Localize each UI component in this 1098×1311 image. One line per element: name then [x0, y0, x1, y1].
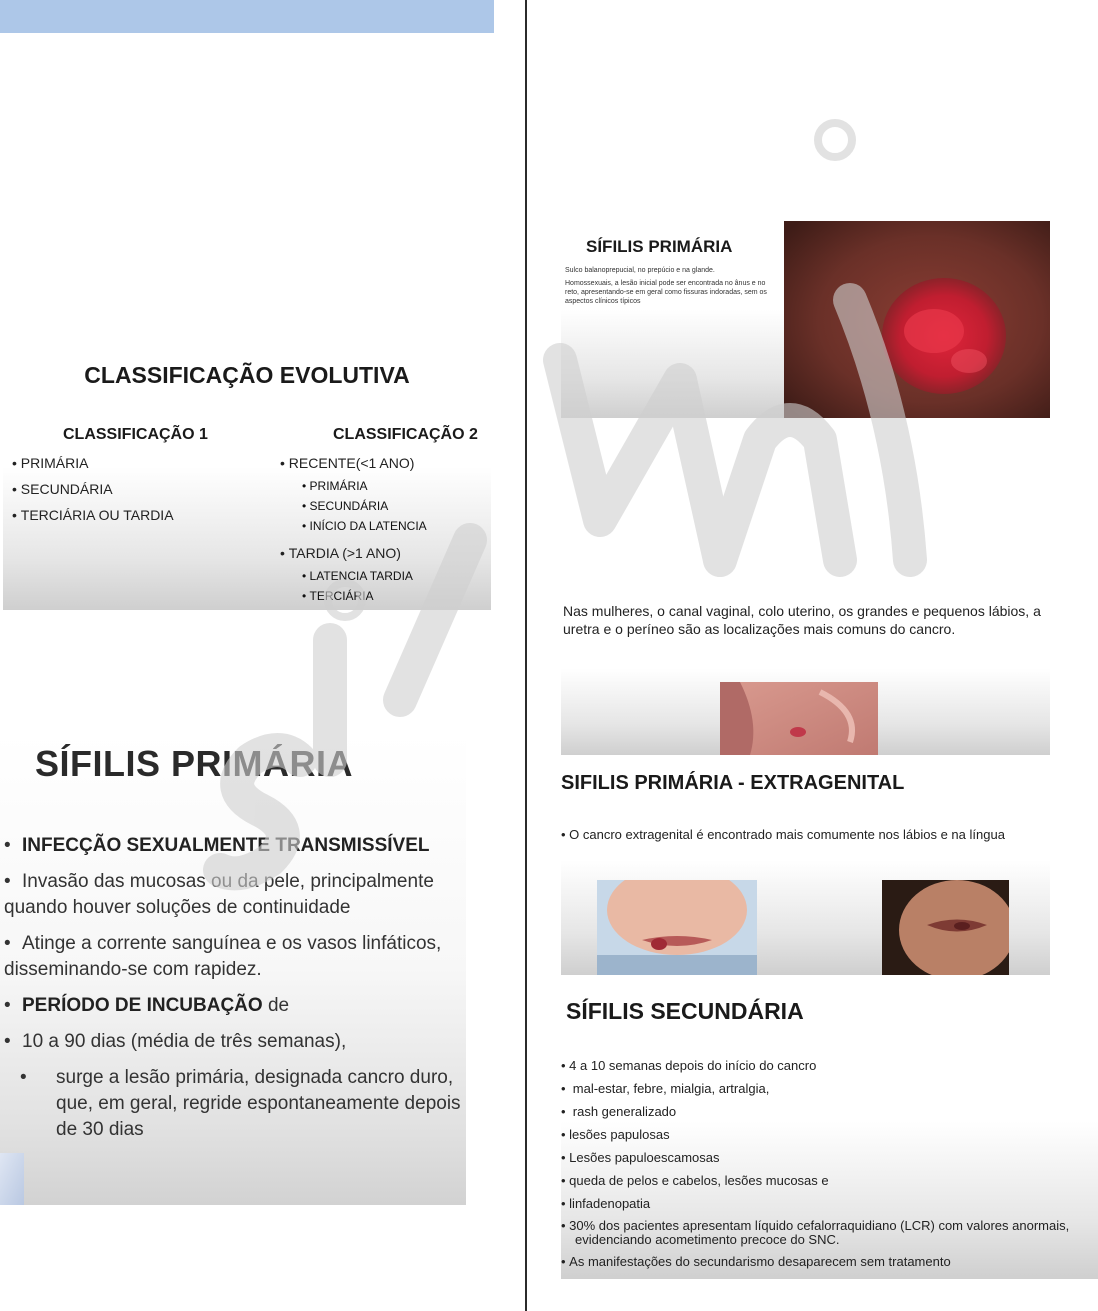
slide-title: SIFILIS PRIMÁRIA - EXTRAGENITAL: [561, 772, 905, 794]
slide-title: SÍFILIS PRIMÁRIA: [35, 743, 354, 784]
list-item: • Lesões papuloescamosas: [561, 1146, 1098, 1169]
list-subitem: • TERCIÁRIA: [302, 586, 490, 606]
paragraph: Invasão das mucosas ou da pele, principalmente quando houver soluções de continuidade: [4, 871, 434, 918]
list-item: • queda de pelos e cabelos, lesões mucosas e: [561, 1169, 1098, 1192]
header-band: [0, 0, 494, 33]
list-item-group-recente: • RECENTE(<1 ANO): [280, 450, 490, 476]
list-item: • linfadenopatia: [561, 1192, 1098, 1215]
paragraph: Homossexuais, a lesão inicial pode ser encontrada no ânus e no reto, apresentando-se em geral como fissuras indoradas, sem os aspectos clínicos típicos: [565, 280, 767, 305]
symptoms-list: [561, 1054, 1098, 1273]
list-subitem: • PRIMÁRIA: [302, 476, 490, 496]
list-item: • SECUNDÁRIA: [12, 476, 174, 502]
slide-sifilis-primaria-text: [0, 733, 466, 1205]
paragraph: O cancro extragenital é encontrado mais comumente nos lábios e na língua: [569, 827, 1005, 842]
list-subitem: • INÍCIO DA LATENCIA: [302, 516, 490, 536]
slide-body: [565, 266, 775, 310]
column-divider: [525, 0, 527, 1311]
slide-title: SÍFILIS PRIMÁRIA: [586, 237, 733, 256]
slide-classificacao-evolutiva: [3, 350, 491, 610]
column-heading-2: CLASSIFICAÇÃO 2: [333, 426, 478, 443]
slide-sifilis-extragenital: [561, 766, 1050, 975]
paragraph: surge a lesão primária, designada cancro duro, que, em geral, regride espontaneamente depois de 30 dias: [56, 1067, 461, 1140]
list-subitem: • LATENCIA TARDIA: [302, 566, 490, 586]
list-item: • mal-estar, febre, mialgia, artralgia,: [561, 1077, 1098, 1100]
paragraph: 10 a 90 dias (média de três semanas),: [22, 1031, 347, 1052]
classification-1-list: [12, 450, 174, 528]
slide-localizacoes-mulheres: [561, 598, 1050, 755]
paragraph: Atinge a corrente sanguínea e os vasos linfáticos, disseminando-se com rapidez.: [4, 933, 442, 980]
list-subitem: • SECUNDÁRIA: [302, 496, 490, 516]
list-item: • PRIMÁRIA: [12, 450, 174, 476]
list-item-group-tardia: • TARDIA (>1 ANO): [280, 540, 490, 566]
decorative-corner: [0, 1153, 24, 1205]
slide-body: [561, 826, 1046, 843]
classification-2-list: [280, 450, 490, 606]
list-item: • lesões papulosas: [561, 1123, 1098, 1146]
column-heading-1: CLASSIFICAÇÃO 1: [63, 426, 208, 443]
lesion-photo: [720, 682, 878, 755]
lip-lesion-photo: [882, 880, 1009, 975]
chancre-photo: [784, 221, 1050, 418]
slide-title: SÍFILIS SECUNDÁRIA: [566, 998, 804, 1024]
list-item: • As manifestações do secundarismo desaparecem sem tratamento: [561, 1250, 1098, 1273]
paragraph: de: [262, 995, 290, 1016]
paragraph: Sulco balanoprepucial, no prepúcio e na glande.: [565, 267, 715, 274]
slide-title: CLASSIFICAÇÃO EVOLUTIVA: [84, 362, 410, 388]
paragraph-bold: PERÍODO DE INCUBAÇÃO: [22, 995, 263, 1016]
list-item: • 4 a 10 semanas depois do início do cancro: [561, 1054, 1098, 1077]
lips-lesion-photo: [597, 880, 757, 975]
slide-sifilis-primaria-photo: [561, 221, 1050, 418]
slide-body: Nas mulheres, o canal vaginal, colo uterino, os grandes e pequenos lábios, a uretra e o períneo são as localizações mais comuns do cancro.: [563, 603, 1041, 637]
slide-body: • INFECÇÃO SEXUALMENTE TRANSMISSÍVEL • Invasão das mucosas ou da pele, principalmente quando houver soluções de continuidade • Atinge a corrente sanguínea e os vasos linfáticos, disseminando-se com rapidez. • PERÍODO DE INCUBAÇÃO de • 10 a 90 dias (média de três semanas), • surge a lesão primária, designada cancro duro, que, em geral, regride espontaneamente depois de 30 dias: [4, 835, 461, 1140]
list-item: • rash generalizado: [561, 1100, 1098, 1123]
paragraph-bold: INFECÇÃO SEXUALMENTE TRANSMISSÍVEL: [22, 835, 430, 856]
list-item: • TERCIÁRIA OU TARDIA: [12, 502, 174, 528]
list-item: • 30% dos pacientes apresentam líquido cefalorraquidiano (LCR) com valores anormais, evidenciando acometimento precoce do SNC.: [561, 1215, 1098, 1250]
slide-sifilis-secundaria: [561, 992, 1098, 1279]
